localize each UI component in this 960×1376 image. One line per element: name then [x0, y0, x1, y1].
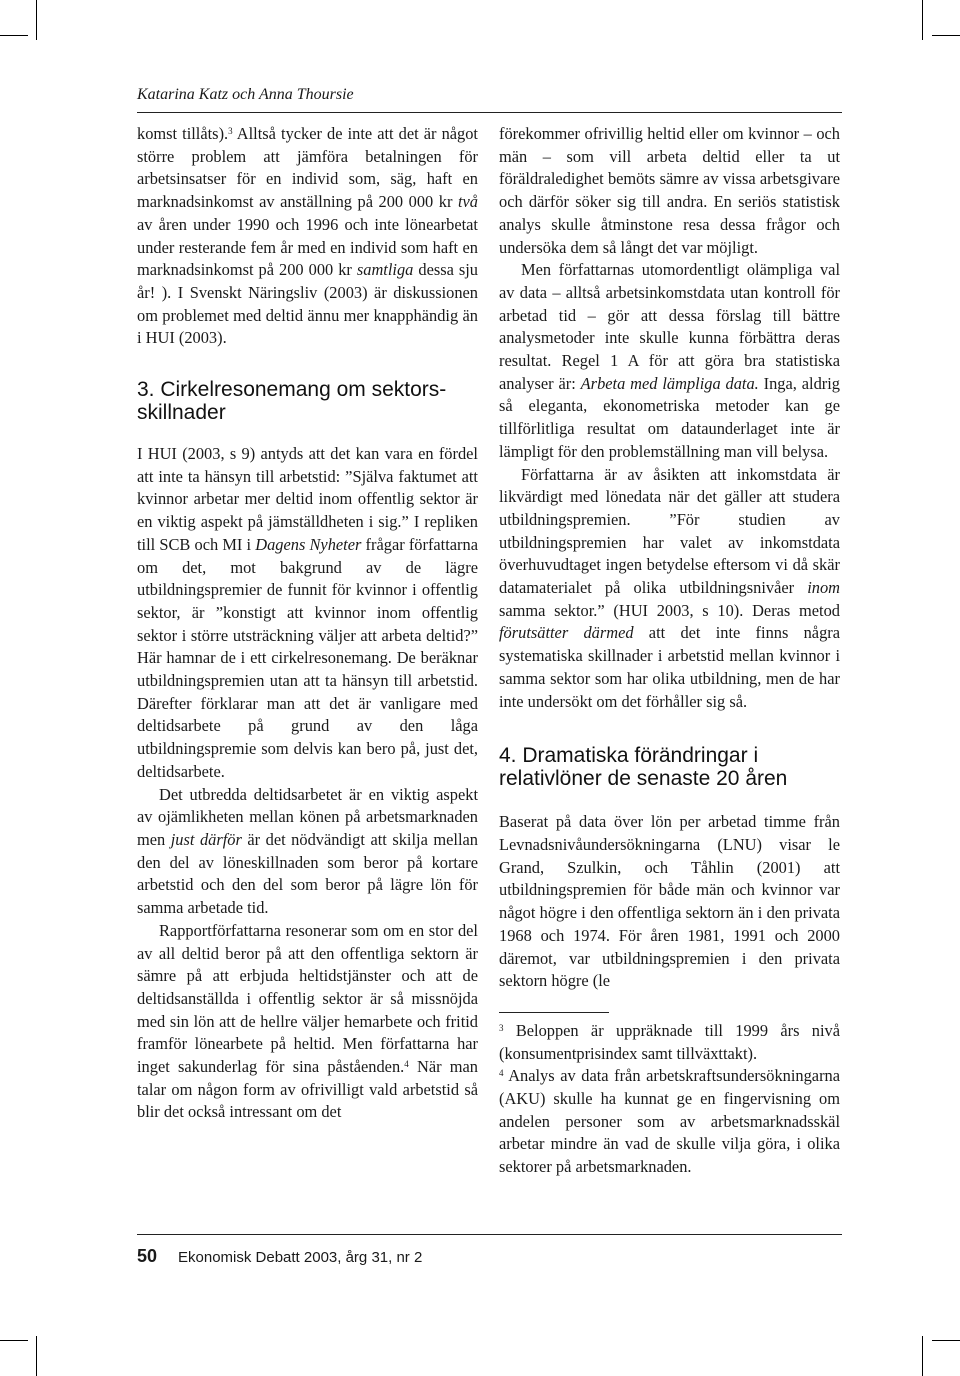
paragraph: Men författarnas utomordentligt olämpliga val av data – alltså arbetsinkomstdata utan kontroll för arbetad tid – gör att dessa förslag till bättre analysmetoder inte skulle kunna förbättra deras resultat. Regel 1 A för att göra bra statistiska analyser är: Arbeta med lämpliga data. Inga, aldrig så eleganta, ekonometriska metoder kan ge tillförlitliga resultat om dataunderlaget inte är lämpligt för den problemställning man vill belysa. — [499, 260, 840, 461]
left-column — [137, 123, 478, 1124]
footnote: $^3$ Beloppen är uppräknade till 1999 års nivå (konsumentprisindex samt tillväxttakt). — [499, 1020, 840, 1063]
footnote: $^4$ Analys av data från arbetskraftsundersökningarna (AKU) skulle ha kunnat ge en fingervisning om andelen personer som av arbetsmarknadsskäl arbetar mindre än vad de skulle vilja göra, i olika sektorer på arbetsmarknaden. — [499, 1066, 840, 1177]
paragraph: Rapportförfattarna resonerar som om en stor del av all deltid beror på att den offentliga sektorn är sämre på att erbjuda heltidstjänster och att de deltidsanställda i offentlig sektor är så missnöjda med sin lön att de hellre väljer hemarbete och fritid framför lönearbete på heltid. Men författarna har inget sakunderlag för sina påståenden.$^4$ När man talar om någon form av ofrivilligt vald arbetstid så blir det också intressant om det — [137, 920, 478, 1122]
right-column — [499, 123, 840, 1179]
paragraph: Det utbredda deltidsarbetet är en viktig aspekt av ojämlikheten mellan könen på arbetsmarknaden men just därför är det nödvändigt att skilja mellan den del av löneskillnaden som beror på kortare arbetstid och den del som beror på lägre lön för samma arbetade tid. — [137, 784, 478, 918]
running-head: Katarina Katz och Anna Thoursie — [137, 86, 354, 103]
paragraph: förekommer ofrivillig heltid eller om kvinnor – och män – som vill arbeta deltid eller ta ut föräldraledighet bemöts sämre av vissa arbetsgivare och därför söker sig till andra. En seriös statistisk analys skulle åtminstone resa dessa frågor och undersöka dem så långt det var möjligt. — [499, 124, 840, 257]
section-heading: 4. Dramatiska förändringar i relativlöner de senaste 20 åren — [499, 744, 788, 791]
crop-mark — [932, 1340, 960, 1341]
crop-mark — [922, 1336, 923, 1376]
paragraph: Författarna är av åsikten att inkomstdata är likvärdigt med lönedata när det gäller att studera utbildningspremien. ”För studien av utbildningspremien har valet av inkomstdata överhuvudtaget ingen betydelse eftersom vi då skär datamaterialet på olika utbildningsnivåer inom samma sektor.” (HUI 2003, s 10). Deras metod förutsätter därmed att det inte finns några systematiska skillnader i arbetstid mellan kvinnor i samma sektor som har olika utbildning, men de har inte undersökt om det förhåller sig så. — [499, 464, 840, 711]
journal-info: Ekonomisk Debatt 2003, årg 31, nr 2 — [178, 1249, 423, 1266]
paragraph: komst tillåts).$^3$ Alltså tycker de inte att det är något större problem att jämföra betalningen för arbetsinsatser för en individ som, säg, haft en marknadsinkomst av anställning på 200 000 kr två av åren under 1990 och 1996 och inte lönearbetat under resterande fem år med en individ som haft en marknadsinkomst på 200 000 kr samtliga dessa sju år! ). I Svenskt Näringsliv (2003) är diskussionen om problemet med deltid ännu mer knapphändig än i HUI (2003). — [137, 124, 479, 348]
footnote-number: 4 — [499, 1068, 504, 1079]
footnote-ref[interactable]: 3 — [228, 126, 233, 136]
crop-mark — [36, 1336, 37, 1376]
paragraph: Baserat på data över lön per arbetad timme från Levnadsnivåundersökningarna (LNU) visar le Grand, Szulkin, och Tåhlin (2001) att utbildningspremien för både män och kvinnor var något högre i den offentliga sektorn än i den privata 1968 och 1974. För åren 1981, 1991 och 2000 däremot, var utbildningspremien i den privata sektorn högre (le — [499, 812, 840, 991]
crop-mark — [932, 35, 960, 36]
footnote-ref[interactable]: 4 — [404, 1059, 409, 1070]
footnote-rule — [499, 1012, 609, 1013]
crop-mark — [922, 0, 923, 40]
footnote-number: 3 — [499, 1022, 504, 1033]
crop-mark — [36, 0, 37, 40]
paragraph: I HUI (2003, s 9) antyds att det kan vara en fördel att inte ta hänsyn till arbetstid: ”Själva faktumet att kvinnor arbetar mer deltid inom offentlig sektor är en viktig aspekt på jämställdheten i sig.” I repliken till SCB och MI i Dagens Nyheter frågar författarna om det, mot bakgrund av de lägre utbildningspremier de funnit för kvinnor i offentlig sektor, är ”konstigt att kvinnor inom offentlig sektor i större utsträckning väljer att arbeta deltid?” Här hamnar de i ett cirkelresonemang. De beräknar utbildningspremien utan att ta hänsyn till arbetstid. Därefter förklarar man att det är vanligare med deltidsarbete på grund av den låga utbildningspremie som delvis kan bero på, just det, deltidsarbete. — [137, 444, 478, 781]
crop-mark — [0, 1340, 28, 1341]
page-number: 50 — [137, 1246, 158, 1266]
footer-rule — [137, 1234, 842, 1235]
section-heading: 3. Cirkelresonemang om sektorsskillnader — [137, 378, 447, 425]
header-rule — [137, 112, 842, 113]
crop-mark — [0, 35, 28, 36]
